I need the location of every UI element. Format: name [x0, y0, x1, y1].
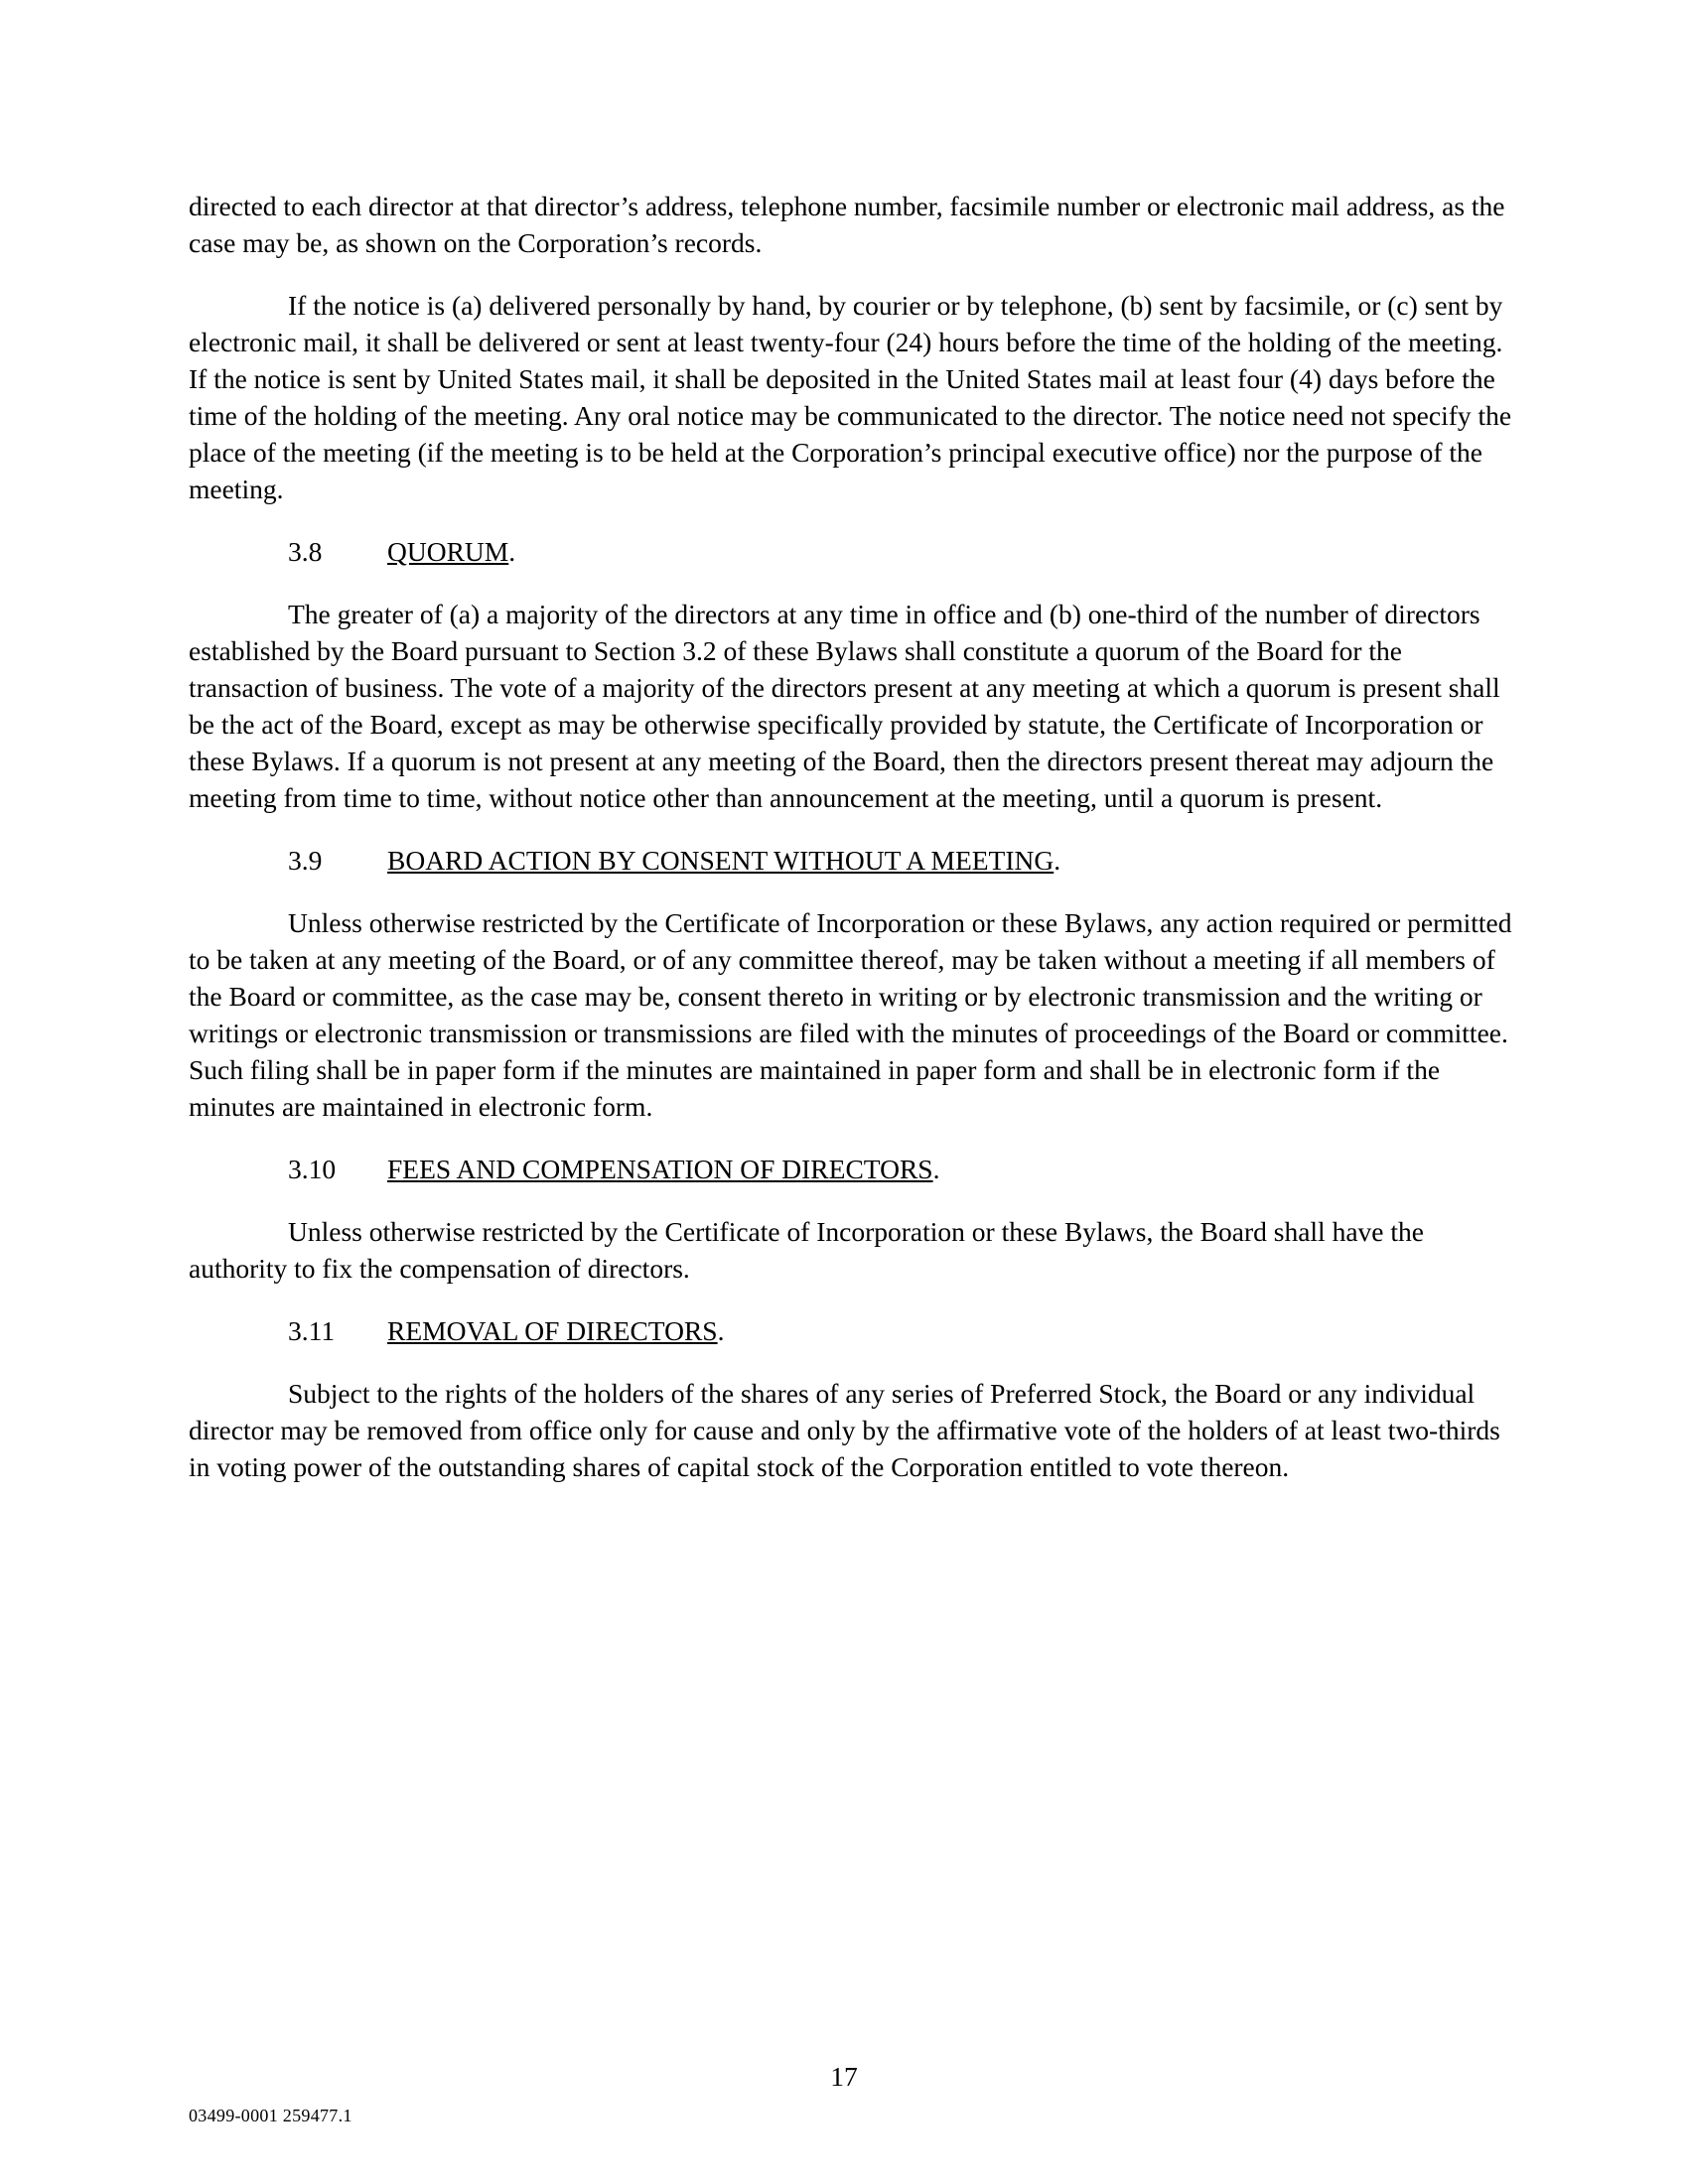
section-punct-3-8: .	[508, 535, 516, 567]
footer-reference: 03499-0001 259477.1	[189, 2106, 352, 2125]
section-title-3-8: QUORUM	[387, 535, 509, 567]
section-body-3-11: Subject to the rights of the holders of the shares of any series of Preferred Stock, the Board or any individual director may be removed from office only for cause and only by the affirmative vote of the holders of at least two-thirds in voting power of the outstanding shares of capital stock of the Corporation entitled to vote thereon.	[189, 1377, 1500, 1482]
paragraph-continuation: directed to each director at that director’s address, telephone number, facsimile number or electronic mail address, as the case may be, as shown on the Corporation’s records.	[189, 191, 1505, 258]
paragraph-notice-delivery: If the notice is (a) delivered personally by hand, by courier or by telephone, (b) sent by facsimile, or (c) sent by electronic mail, it shall be delivered or sent at least twenty-four (24) hours before the time of the holding of the meeting. If the notice is sent by United States mail, it shall be deposited in the United States mail at least four (4) days before the time of the holding of the meeting. Any oral notice may be communicated to the director. The notice need not specify the place of the meeting (if the meeting is to be held at the Corporation’s principal executive office) nor the purpose of the meeting.	[189, 289, 1512, 504]
section-body-3-10: Unless otherwise restricted by the Certificate of Incorporation or these Bylaws, the Board shall have the authority to fix the compensation of directors.	[189, 1215, 1424, 1284]
section-punct-3-9: .	[1054, 844, 1061, 876]
section-punct-3-10: .	[932, 1153, 940, 1184]
section-body-3-9: Unless otherwise restricted by the Certificate of Incorporation or these Bylaws, any action required or permitted to be taken at any meeting of the Board, or of any committee thereof, may be taken without a meeting if all members of the Board or committee, as the case may be, consent thereto in writing or by electronic transmission and the writing or writings or electronic transmission or transmissions are filed with the minutes of proceedings of the Board or committee. Such filing shall be in paper form if the minutes are maintained in paper form and shall be in electronic form if the minutes are maintained in electronic form.	[189, 906, 1512, 1122]
section-title-3-11: REMOVAL OF DIRECTORS	[387, 1314, 718, 1346]
section-punct-3-11: .	[717, 1314, 725, 1346]
section-title-3-10: FEES AND COMPENSATION OF DIRECTORS	[387, 1153, 933, 1184]
section-number-3-9: 3.9	[288, 844, 323, 876]
document-body	[189, 189, 1514, 1486]
section-heading-3-8	[189, 534, 1514, 571]
page-number: 17	[830, 2061, 858, 2092]
section-heading-3-9	[189, 843, 1514, 880]
section-title-3-9: BOARD ACTION BY CONSENT WITHOUT A MEETING	[387, 844, 1055, 876]
section-heading-3-10	[189, 1152, 1514, 1188]
section-number-3-10: 3.10	[288, 1153, 337, 1184]
section-number-3-11: 3.11	[288, 1314, 336, 1346]
section-number-3-8: 3.8	[288, 535, 323, 567]
section-body-3-8: The greater of (a) a majority of the directors at any time in office and (b) one-third of the number of directors established by the Board pursuant to Section 3.2 of these Bylaws shall constitute a quorum of the Board for the transaction of business. The vote of a majority of the directors present at any meeting at which a quorum is present shall be the act of the Board, except as may be otherwise specifically provided by statute, the Certificate of Incorporation or these Bylaws. If a quorum is not present at any meeting of the Board, then the directors present thereat may adjourn the meeting from time to time, without notice other than announcement at the meeting, until a quorum is present.	[189, 598, 1500, 813]
section-heading-3-11	[189, 1313, 1514, 1350]
